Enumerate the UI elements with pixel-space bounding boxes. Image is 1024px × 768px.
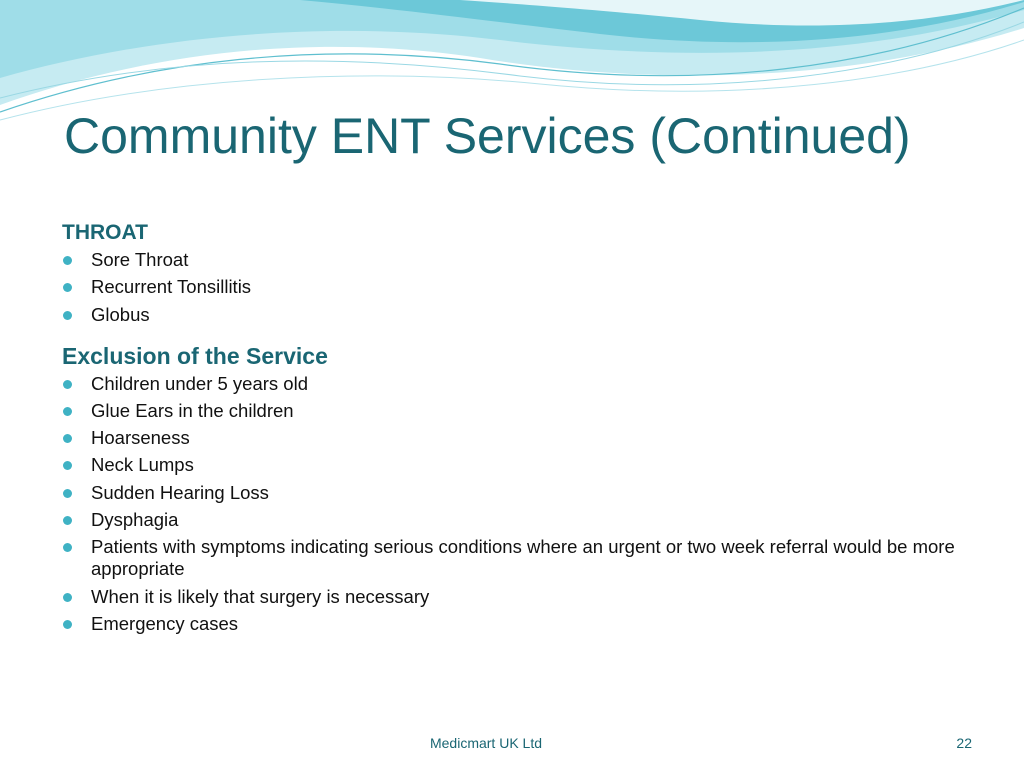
bullet-icon: [63, 380, 72, 389]
list-item-text: Globus: [91, 303, 150, 325]
list-item: [62, 276, 962, 298]
list-item-text: Sore Throat: [91, 249, 189, 270]
list-item: [62, 613, 962, 635]
bullet-icon: [63, 311, 72, 320]
bullet-icon: [63, 461, 72, 470]
bullet-icon: [63, 516, 72, 525]
throat-list: [62, 249, 962, 326]
list-item-text: Recurrent Tonsillitis: [91, 276, 252, 298]
list-item: [62, 373, 962, 395]
list-item-text: Emergency cases: [91, 612, 239, 634]
throat-heading: THROAT: [62, 221, 148, 244]
bullet-icon: [63, 620, 72, 629]
bullet-icon: [63, 593, 72, 602]
exclusion-section: [62, 340, 962, 635]
list-item-text: When it is likely that surgery is necessary: [91, 585, 430, 607]
slide-content: [62, 218, 962, 640]
page-number: 22: [956, 735, 972, 751]
bullet-icon: [63, 543, 72, 552]
footer-company-name: Medicmart UK Ltd: [429, 735, 543, 751]
list-item: [62, 304, 962, 326]
list-item: [62, 536, 962, 580]
bullet-icon: [63, 407, 72, 416]
throat-section: [62, 218, 962, 326]
bullet-icon: [63, 489, 72, 498]
list-item: [62, 427, 962, 449]
list-item: [62, 482, 962, 504]
list-item: [62, 249, 962, 271]
list-item-text: Children under 5 years old: [91, 372, 308, 394]
exclusion-list: [62, 373, 962, 635]
list-item-text: Sudden Hearing Loss: [91, 481, 269, 503]
list-item-text: Dysphagia: [91, 509, 179, 531]
list-item: [62, 509, 962, 531]
list-item: [62, 454, 962, 476]
list-item-text: Glue Ears in the children: [91, 399, 294, 421]
slide-title: Community ENT Services (Continued): [64, 108, 911, 164]
bullet-icon: [63, 434, 72, 443]
list-item: [62, 400, 962, 422]
bullet-icon: [63, 256, 72, 265]
exclusion-heading: Exclusion of the Service: [62, 342, 328, 369]
list-item-text: Neck Lumps: [91, 454, 194, 476]
list-item: [62, 586, 962, 608]
bullet-icon: [63, 283, 72, 292]
list-item-text: Hoarseness: [91, 427, 190, 449]
list-item-text: Patients with symptoms indicating serious conditions where an urgent or two week referral would be more appropriate: [91, 536, 955, 580]
